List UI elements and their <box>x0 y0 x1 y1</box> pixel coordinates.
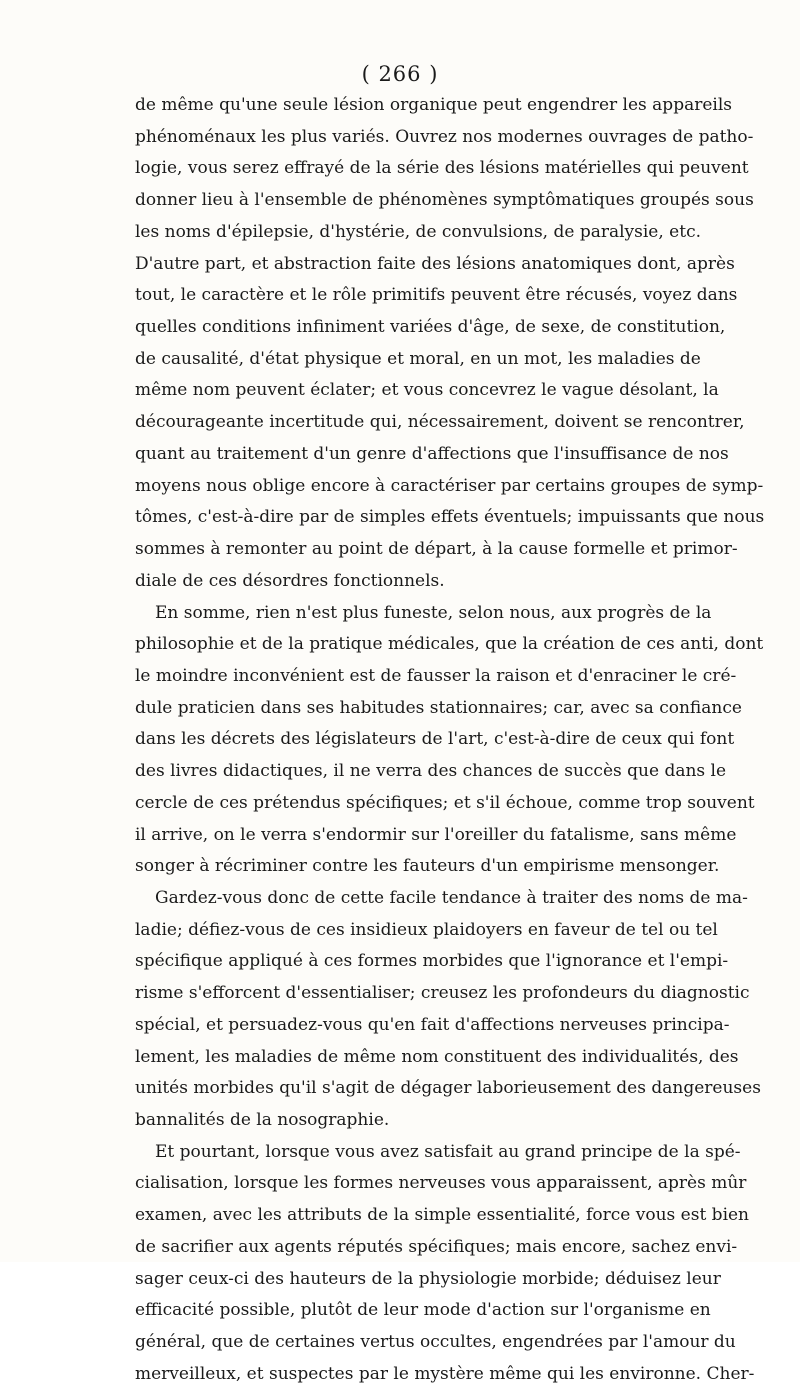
text-line: même nom peuvent éclater; et vous concevrez le vague désolant, la <box>135 380 719 401</box>
text-line: efficacité possible, plutôt de leur mode d'action sur l'organisme en <box>135 1300 711 1321</box>
page-number: ( 266 ) <box>361 62 439 86</box>
text-line: donner lieu à l'ensemble de phénomènes symptômatiques groupés sous <box>135 190 754 211</box>
text-line: quelles conditions infiniment variées d'âge, de sexe, de constitution, <box>135 317 726 338</box>
text-line: de sacrifier aux agents réputés spécifiques; mais encore, sachez envi- <box>135 1236 738 1257</box>
text-line: diale de ces désordres fonctionnels. <box>135 570 445 591</box>
text-line: les noms d'épilepsie, d'hystérie, de convulsions, de paralysie, etc. <box>135 221 701 242</box>
text-line: Et pourtant, lorsque vous avez satisfait au grand principe de la spé- <box>155 1141 741 1162</box>
paragraph-1 <box>135 90 765 598</box>
text-line: le moindre inconvénient est de fausser la raison et d'enraciner le cré- <box>135 665 737 686</box>
text-line: général, que de certaines vertus occultes, engendrées par l'amour du <box>135 1332 736 1353</box>
body-text <box>135 90 765 1390</box>
text-line: Gardez-vous donc de cette facile tendance à traiter des noms de ma- <box>155 887 748 908</box>
text-line: examen, avec les attributs de la simple essentialité, force vous est bien <box>135 1205 750 1226</box>
text-line: dule praticien dans ses habitudes stationnaires; car, avec sa confiance <box>135 697 742 718</box>
text-line: philosophie et de la pratique médicales, que la création de ces anti, dont <box>135 634 764 655</box>
text-line: risme s'efforcent d'essentialiser; creusez les profondeurs du diagnostic <box>135 983 750 1004</box>
text-line: dans les décrets des législateurs de l'art, c'est-à-dire de ceux qui font <box>135 729 735 750</box>
text-line: tômes, c'est-à-dire par de simples effets éventuels; impuissants que nous <box>135 507 765 528</box>
text-line: D'autre part, et abstraction faite des lésions anatomiques dont, après <box>135 253 735 274</box>
text-line: spécial, et persuadez-vous qu'en fait d'affections nerveuses principa- <box>135 1014 730 1035</box>
text-line: bannalités de la nosographie. <box>135 1110 390 1130</box>
paragraph-2 <box>135 598 764 883</box>
text-line: cercle de ces prétendus spécifiques; et s'il échoue, comme trop souvent <box>135 792 755 813</box>
paragraph-3 <box>135 883 761 1137</box>
text-line: sommes à remonter au point de départ, à la cause formelle et primor- <box>135 539 738 560</box>
text-line: il arrive, on le verra s'endormir sur l'oreiller du fatalisme, sans même <box>135 824 737 845</box>
text-line: tout, le caractère et le rôle primitifs peuvent être récusés, voyez dans <box>135 285 738 306</box>
text-line: songer à récriminer contre les fauteurs d'un empirisme mensonger. <box>135 856 720 877</box>
text-line: lement, les maladies de même nom constituent des individualités, des <box>135 1046 739 1067</box>
text-line: phénoménaux les plus variés. Ouvrez nos modernes ouvrages de patho- <box>135 126 754 147</box>
text-line: des livres didactiques, il ne verra des chances de succès que dans le <box>135 761 727 782</box>
text-line: sager ceux-ci des hauteurs de la physiologie morbide; déduisez leur <box>135 1268 721 1289</box>
text-line: spécifique appliqué à ces formes morbides que l'ignorance et l'empi- <box>135 951 729 972</box>
text-line: merveilleux, et suspectes par le mystère même qui les environne. Cher- <box>135 1363 755 1384</box>
text-line: décourageante incertitude qui, nécessairement, doivent se rencontrer, <box>135 412 745 433</box>
text-line: moyens nous oblige encore à caractériser par certains groupes de symp- <box>135 475 764 496</box>
text-line: logie, vous serez effrayé de la série des lésions matérielles qui peuvent <box>135 158 749 179</box>
text-line: cialisation, lorsque les formes nerveuses vous apparaissent, après mûr <box>135 1173 747 1194</box>
text-line: de même qu'une seule lésion organique peut engendrer les appareils <box>135 95 732 115</box>
text-line: ladie; défiez-vous de ces insidieux plaidoyers en faveur de tel ou tel <box>135 919 718 940</box>
paragraph-4 <box>135 1137 755 1390</box>
text-line: unités morbides qu'il s'agit de dégager laborieusement des dangereuses <box>135 1078 761 1099</box>
text-line: En somme, rien n'est plus funeste, selon nous, aux progrès de la <box>155 602 712 623</box>
text-line: quant au traitement d'un genre d'affections que l'insuffisance de nos <box>135 443 729 464</box>
text-line: de causalité, d'état physique et moral, en un mot, les maladies de <box>135 348 701 369</box>
